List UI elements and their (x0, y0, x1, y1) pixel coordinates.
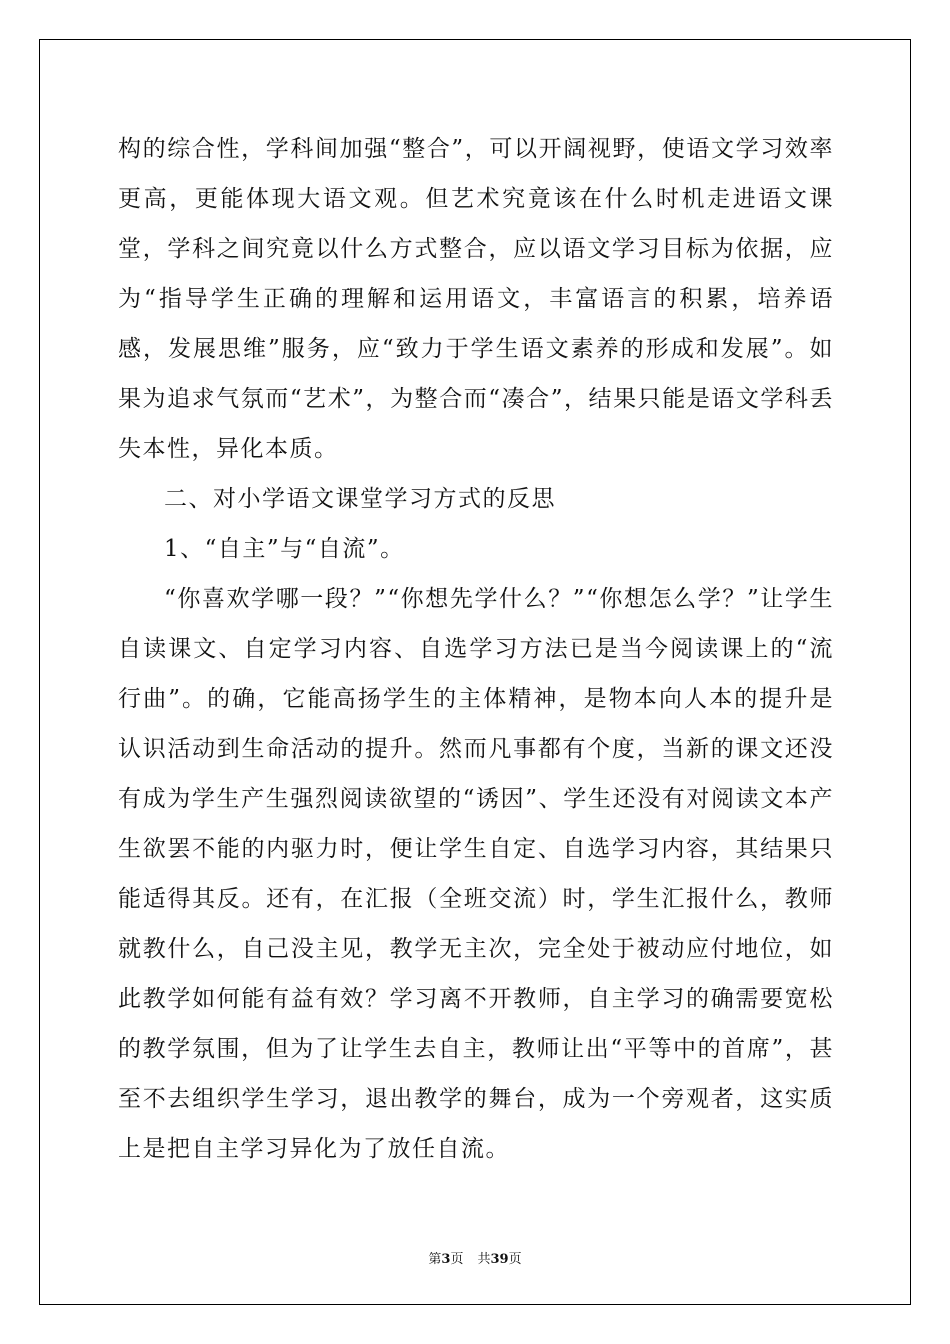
paragraph-2: “你喜欢学哪一段？”“你想先学什么？”“你想怎么学？”让学生自读课文、自定学习内容、自选学习方法已是当今阅读课上的“流行曲”。的确，它能高扬学生的主体精神，是物本向人本的提升是认识活动到生命活动的提升。然而凡事都有个度，当新的课文还没有成为学生产生强烈阅读欲望的“诱因”、学生还没有对阅读文本产生欲罢不能的内驱力时，便让学生自定、自选学习内容，其结果只能适得其反。还有，在汇报（全班交流）时，学生汇报什么，教师就教什么，自己没主见，教学无主次，完全处于被动应付地位，如此教学如何能有益有效？学习离不开教师，自主学习的确需要宽松的教学氛围，但为了让学生去自主，教师让出“平等中的首席”，甚至不去组织学生学习，退出教学的舞台，成为一个旁观者，这实质上是把自主学习异化为了放任自流。 (118, 586, 834, 1162)
page-number: 3 (441, 1252, 451, 1267)
total-label-suffix: 页 (508, 1252, 522, 1267)
document-body (118, 124, 834, 1174)
page-label-suffix: 页 (450, 1252, 464, 1267)
total-label-prefix: 共 (477, 1252, 491, 1267)
page-label-prefix: 第 (428, 1252, 442, 1267)
total-pages: 39 (490, 1252, 509, 1267)
subsection-heading: 1、“自主”与“自流”。 (164, 536, 405, 562)
section-heading: 二、对小学语文课堂学习方式的反思 (164, 486, 556, 512)
page-footer (0, 1248, 950, 1267)
paragraph-1: 构的综合性，学科间加强“整合”，可以开阔视野，使语文学习效率更高，更能体现大语文观。但艺术究竟该在什么时机走进语文课堂，学科之间究竟以什么方式整合，应以语文学习目标为依据，应为“指导学生正确的理解和运用语文，丰富语言的积累，培养语感，发展思维”服务，应“致力于学生语文素养的形成和发展”。如果为追求气氛而“艺术”，为整合而“凑合”，结果只能是语文学科丢失本性，异化本质。 (118, 136, 834, 462)
